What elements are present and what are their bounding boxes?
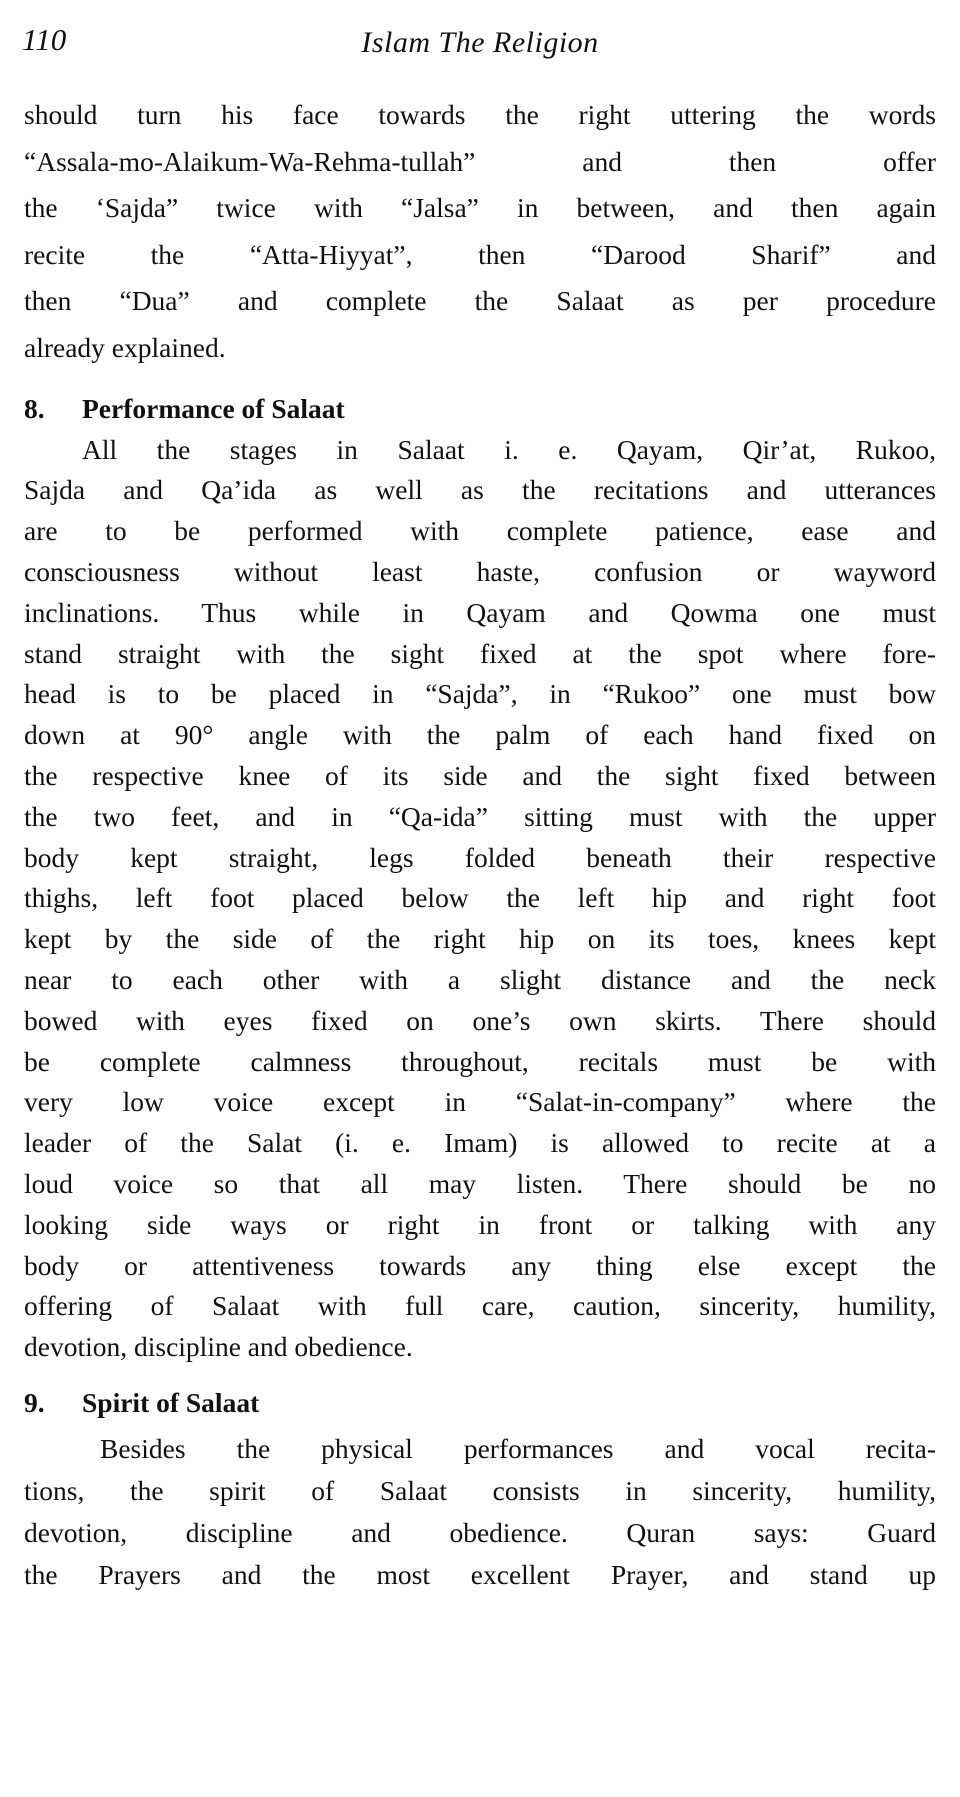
running-title: Islam The Religion: [361, 26, 599, 59]
text-line: body or attentiveness towards any thing else except the: [24, 1249, 936, 1281]
text-line: bowed with eyes fixed on one’s own skirts. There should: [24, 1004, 936, 1036]
section-8-paragraph: [24, 430, 936, 1368]
text-line: then “Dua” and complete the Salaat as per procedure: [24, 285, 936, 317]
text-line: Sajda and Qa’ida as well as the recitations and utterances: [24, 474, 936, 506]
section-title: Performance of Salaat: [82, 392, 345, 424]
text-line: tions, the spirit of Salaat consists in sincerity, humility,: [24, 1474, 936, 1506]
text-line: leader of the Salat (i. e. Imam) is allowed to recite at a: [24, 1127, 936, 1159]
text-line: All the stages in Salaat i. e. Qayam, Qir’at, Rukoo,: [82, 433, 936, 465]
text-line: inclinations. Thus while in Qayam and Qowma one must: [24, 596, 936, 628]
text-line: looking side ways or right in front or talking with any: [24, 1208, 936, 1240]
text-line: down at 90° angle with the palm of each hand fixed on: [24, 719, 936, 751]
text-line: be complete calmness throughout, recitals must be with: [24, 1045, 936, 1077]
text-line: kept by the side of the right hip on its toes, knees kept: [24, 923, 936, 955]
text-line: stand straight with the sight fixed at the spot where fore-: [24, 637, 936, 669]
text-line: the respective knee of its side and the sight fixed between: [24, 759, 936, 791]
text-line: the two feet, and in “Qa-ida” sitting must with the upper: [24, 800, 936, 832]
page-header: [22, 22, 938, 72]
text-line: devotion, discipline and obedience. Quran says: Guard: [24, 1516, 936, 1548]
page-body: [24, 92, 936, 1596]
section-heading-9: [24, 1380, 936, 1426]
section-heading-8: [24, 386, 936, 432]
text-line: loud voice so that all may listen. There should be no: [24, 1167, 936, 1199]
text-line: devotion, discipline and obedience.: [24, 1331, 413, 1363]
text-line: near to each other with a slight distance and the neck: [24, 963, 936, 995]
text-line: are to be performed with complete patience, ease and: [24, 515, 936, 547]
text-line: thighs, left foot placed below the left hip and right foot: [24, 882, 936, 914]
text-line: very low voice except in “Salat-in-company” where the: [24, 1086, 936, 1118]
text-line: the Prayers and the most excellent Prayer, and stand up: [24, 1558, 936, 1590]
text-line: already explained.: [24, 331, 226, 363]
page-number: 110: [22, 22, 67, 57]
text-line: body kept straight, legs folded beneath their respective: [24, 841, 936, 873]
text-line: the ‘Sajda” twice with “Jalsa” in between, and then again: [24, 192, 936, 224]
text-line: Besides the physical performances and vocal recita-: [100, 1432, 936, 1464]
text-line: recite the “Atta-Hiyyat”, then “Darood Sharif” and: [24, 238, 936, 270]
intro-paragraph: [24, 92, 936, 372]
text-line: consciousness without least haste, confusion or wayword: [24, 555, 936, 587]
section-number: 8.: [24, 392, 45, 424]
section-title: Spirit of Salaat: [82, 1386, 260, 1418]
text-line: head is to be placed in “Sajda”, in “Rukoo” one must bow: [24, 678, 936, 710]
text-line: “Assala-mo-Alaikum-Wa-Rehma-tullah” and then offer: [24, 145, 936, 177]
section-9-paragraph: [24, 1428, 936, 1596]
text-line: offering of Salaat with full care, caution, sincerity, humility,: [24, 1290, 936, 1322]
text-line: should turn his face towards the right uttering the words: [24, 99, 936, 130]
section-number: 9.: [24, 1386, 45, 1418]
